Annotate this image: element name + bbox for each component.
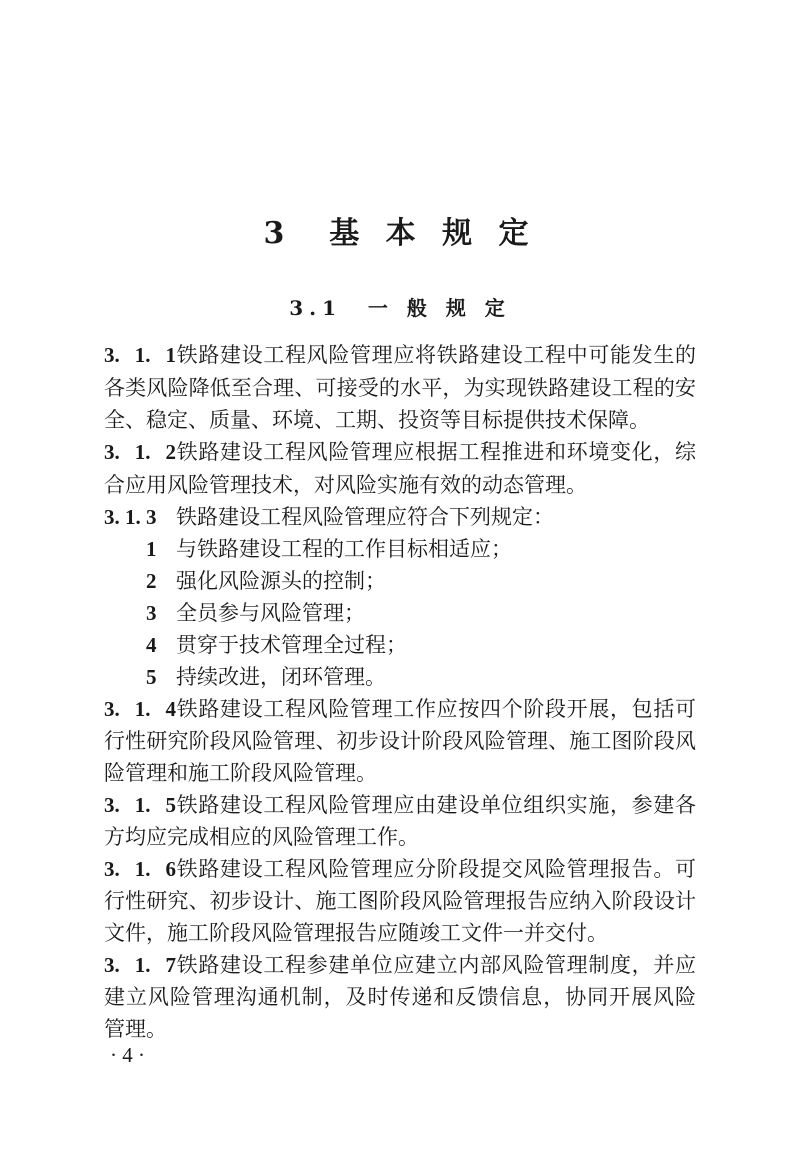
clause-text-line: 铁路建设工程风险管理工作应按四个阶段开展，包括可 (176, 697, 696, 721)
clause-text-line: 建立风险管理沟通机制，及时传递和反馈信息，协同开展风险 (104, 985, 696, 1009)
item-number: 2 (146, 569, 157, 593)
section-title-text: 一 般 规 定 (367, 296, 511, 320)
clause-text-line: 铁路建设工程风险管理应将铁路建设工程中可能发生的 (176, 343, 696, 367)
clause-text-line: 各类风险降低至合理、可接受的水平，为实现铁路建设工程的安 (104, 376, 696, 400)
list-item (146, 661, 386, 693)
clause-3-1-2 (104, 436, 696, 468)
item-text: 与铁路建设工程的工作目标相适应； (176, 537, 512, 561)
clause-text-line: 铁路建设工程风险管理应符合下列规定： (176, 505, 554, 529)
item-number: 4 (146, 633, 157, 657)
clause-number: 3. 1. 5 (104, 793, 176, 817)
clause-number: 3. 1. 1 (104, 343, 176, 367)
item-number: 5 (146, 665, 157, 689)
chapter-title-text: 基 本 规 定 (329, 216, 537, 251)
clause-number: 3. 1. 3 (104, 505, 157, 529)
clause-text-line: 铁路建设工程风险管理应分阶段提交风险管理报告。可 (176, 857, 696, 881)
clause-text-line: 险管理和施工阶段风险管理。 (104, 761, 377, 785)
clause-number: 3. 1. 4 (104, 697, 176, 721)
clause-text-line: 行性研究、初步设计、施工图阶段风险管理报告应纳入阶段设计 (104, 889, 696, 913)
clause-number: 3. 1. 2 (104, 440, 176, 464)
clause-3-1-1 (104, 339, 696, 371)
list-item (146, 565, 386, 597)
clause-3-1-5 (104, 789, 696, 821)
clause-3-1-6 (104, 853, 696, 885)
clause-text-line: 管理。 (104, 1017, 167, 1041)
clause-text-line: 铁路建设工程风险管理应根据工程推进和环境变化，综 (176, 440, 696, 464)
item-text: 持续改进，闭环管理。 (176, 665, 386, 689)
chapter-number: 3 (263, 216, 293, 251)
clause-3-1-3 (104, 501, 554, 533)
clause-3-1-4 (104, 693, 696, 725)
item-text: 全员参与风险管理； (176, 601, 365, 625)
item-number: 1 (146, 537, 157, 561)
clause-number: 3. 1. 7 (104, 953, 176, 977)
clause-number: 3. 1. 6 (104, 857, 176, 881)
section-title (0, 292, 800, 324)
chapter-title (0, 212, 800, 256)
clause-text-line: 合应用风险管理技术，对风险实施有效的动态管理。 (104, 473, 587, 497)
clause-3-1-7 (104, 949, 696, 981)
item-text: 强化风险源头的控制； (176, 569, 386, 593)
item-text: 贯穿于技术管理全过程； (176, 633, 407, 657)
clause-text-line: 方均应完成相应的风险管理工作。 (104, 825, 419, 849)
item-number: 3 (146, 601, 157, 625)
list-item (146, 533, 512, 565)
list-item (146, 629, 407, 661)
section-number: 3.1 (289, 296, 342, 320)
clause-text-line: 全、稳定、质量、环境、工期、投资等目标提供技术保障。 (104, 408, 650, 432)
list-item (146, 597, 365, 629)
clause-text-line: 铁路建设工程参建单位应建立内部风险管理制度，并应 (176, 953, 696, 977)
clause-text-line: 行性研究阶段风险管理、初步设计阶段风险管理、施工图阶段风 (104, 729, 696, 753)
clause-text-line: 文件，施工阶段风险管理报告应随竣工文件一并交付。 (104, 921, 608, 945)
clause-text-line: 铁路建设工程风险管理应由建设单位组织实施，参建各 (176, 793, 696, 817)
page-number: · 4 · (110, 1043, 145, 1067)
